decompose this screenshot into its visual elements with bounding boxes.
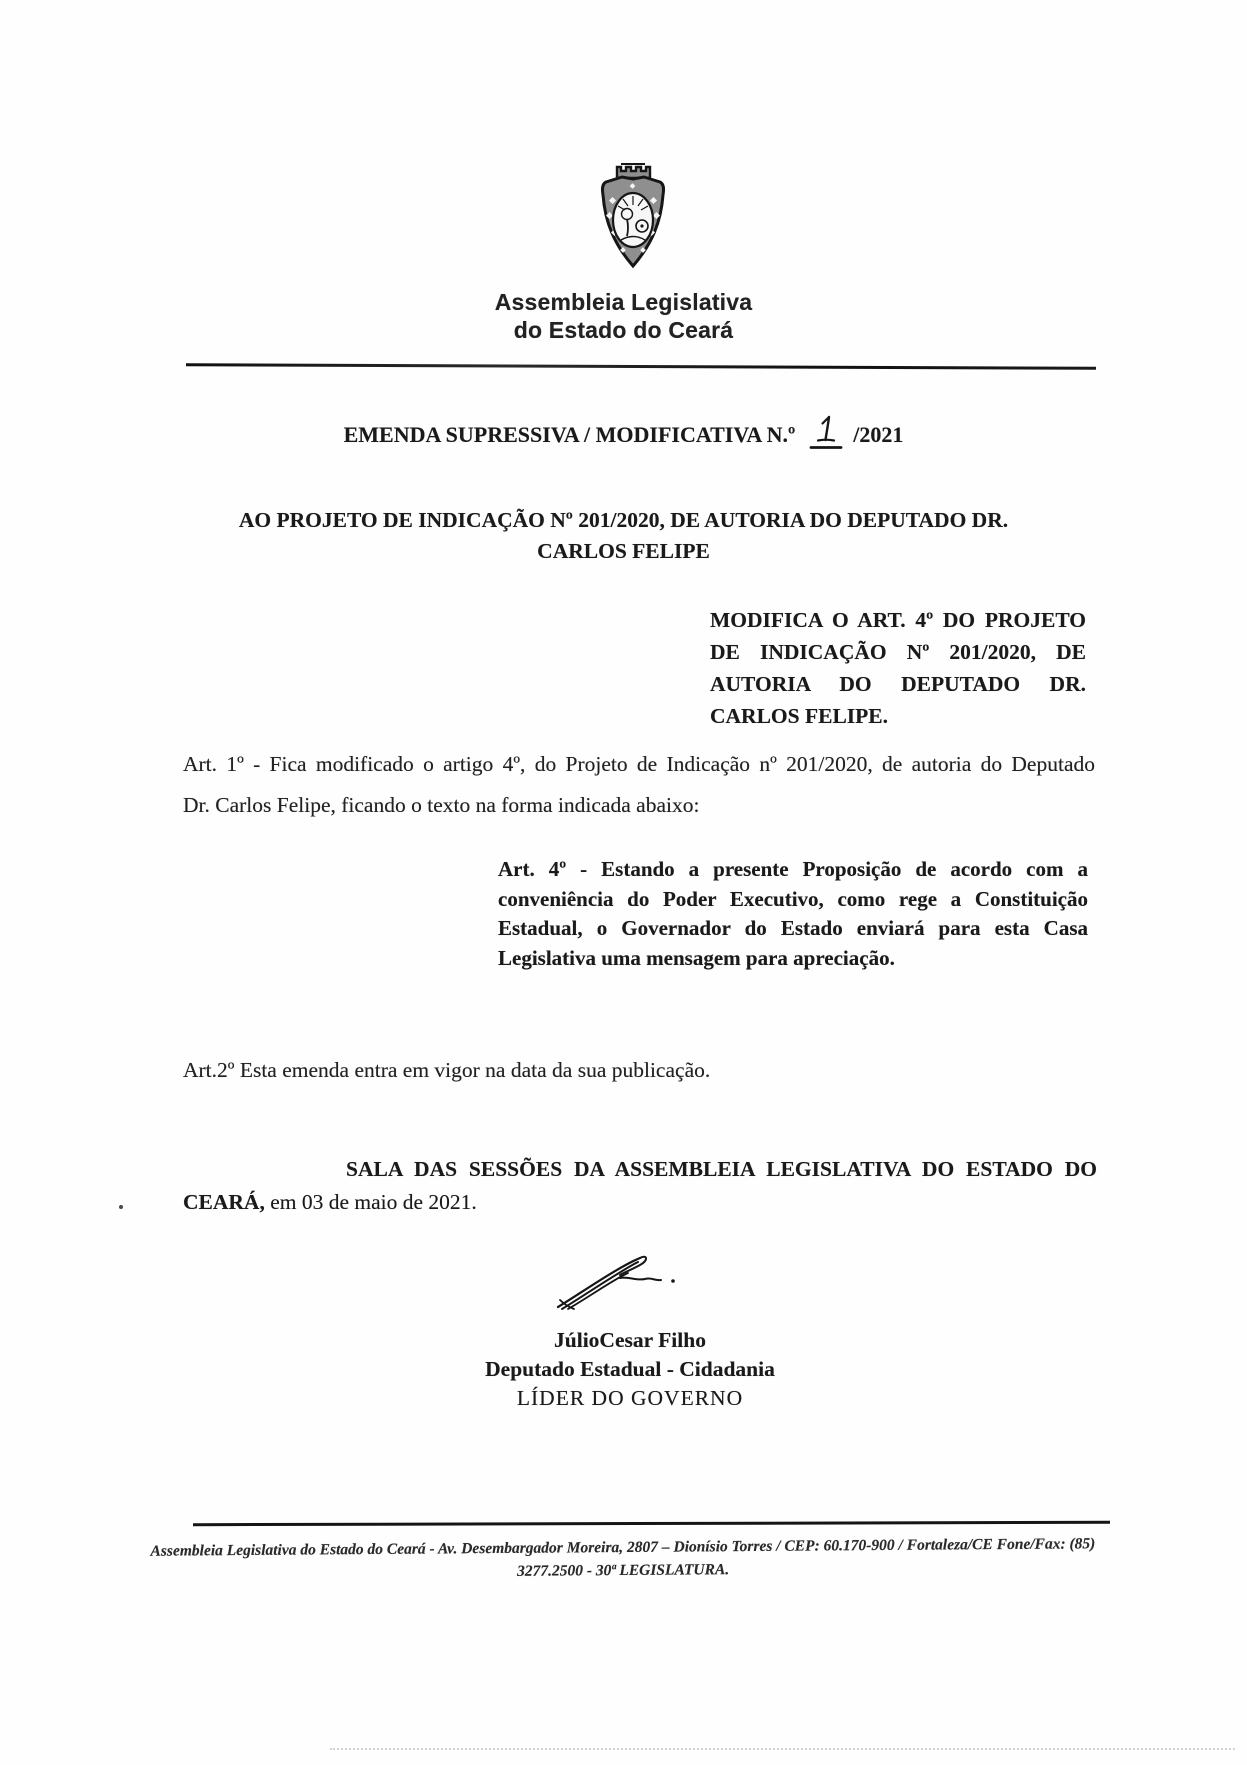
footer-line2: 3277.2500 - 30ª LEGISLATURA. bbox=[516, 1561, 730, 1580]
addressee-heading bbox=[120, 505, 1127, 567]
epigraph-line: MODIFICA O ART. 4º DO PROJETO bbox=[710, 608, 1086, 632]
document-title bbox=[0, 412, 1247, 460]
session-line2-bold: CEARÁ, bbox=[183, 1190, 265, 1214]
epigraph-line: CARLOS FELIPE. bbox=[710, 704, 889, 728]
article1-line: Dr. Carlos Felipe, ficando o texto na forma indicada abaixo: bbox=[183, 793, 700, 817]
org-name-line2: do Estado do Ceará bbox=[513, 317, 734, 343]
addressee-line2: CARLOS FELIPE bbox=[537, 539, 710, 563]
footer-divider-rule bbox=[193, 1521, 1110, 1526]
footer-address bbox=[123, 1532, 1123, 1586]
document-title-prefix: EMENDA SUPRESSIVA / MODIFICATIVA N.º bbox=[343, 422, 796, 447]
signer-block bbox=[0, 1326, 1247, 1413]
org-name bbox=[0, 288, 1247, 344]
article4-line: Legislativa uma mensagem para apreciação. bbox=[498, 945, 895, 970]
signer-title: LÍDER DO GOVERNO bbox=[516, 1386, 744, 1410]
epigraph-block bbox=[710, 604, 1086, 732]
document-title-suffix: /2021 bbox=[853, 422, 904, 447]
signer-name: JúlioCesar Filho bbox=[554, 1328, 706, 1352]
header-divider-rule bbox=[186, 363, 1096, 369]
ink-speck bbox=[119, 1205, 123, 1209]
article1-paragraph bbox=[183, 744, 1095, 826]
org-name-line1: Assembleia Legislativa bbox=[494, 289, 753, 315]
article1-line: Art. 1º - Fica modificado o artigo 4º, do Projeto de Indicação nº 201/2020, de autoria do Deputado bbox=[183, 752, 1095, 776]
article4-line: conveniência do Poder Executivo, como rege a Constituição bbox=[498, 886, 1088, 911]
article2-paragraph: Art.2º Esta emenda entra em vigor na data da sua publicação. bbox=[183, 1058, 711, 1082]
article4-quote-block bbox=[498, 855, 1088, 973]
session-date-paragraph bbox=[183, 1153, 1097, 1219]
session-line2-rest: em 03 de maio de 2021. bbox=[264, 1190, 477, 1214]
article4-line: Art. 4º - Estando a presente Proposição de acordo com a bbox=[498, 857, 1088, 881]
article4-line: Estadual, o Governador do Estado enviará para esta Casa bbox=[498, 916, 1088, 940]
session-line2 bbox=[183, 1186, 1097, 1219]
footer-line1: Assembleia Legislativa do Estado do Ceará - Av. Desembargador Moreira, 2807 – Dionísio Torres / CEP: 60.170-900 / Fortaleza/CE Fone/Fax: (85) bbox=[150, 1535, 1096, 1560]
signer-role: Deputado Estadual - Cidadania bbox=[485, 1357, 775, 1381]
epigraph-line: DE INDICAÇÃO Nº 201/2020, DE bbox=[710, 640, 1086, 664]
ceara-coat-of-arms-icon bbox=[592, 158, 674, 276]
handwritten-signature-icon bbox=[548, 1250, 686, 1318]
addressee-line1: AO PROJETO DE INDICAÇÃO Nº 201/2020, DE AUTORIA DO DEPUTADO DR. bbox=[238, 508, 1009, 532]
handwritten-number-icon bbox=[805, 412, 847, 460]
epigraph-line: AUTORIA DO DEPUTADO DR. bbox=[710, 672, 1086, 696]
session-line1: SALA DAS SESSÕES DA ASSEMBLEIA LEGISLATIVA DO ESTADO DO bbox=[346, 1157, 1097, 1181]
scan-artifact-line bbox=[330, 1748, 1235, 1750]
